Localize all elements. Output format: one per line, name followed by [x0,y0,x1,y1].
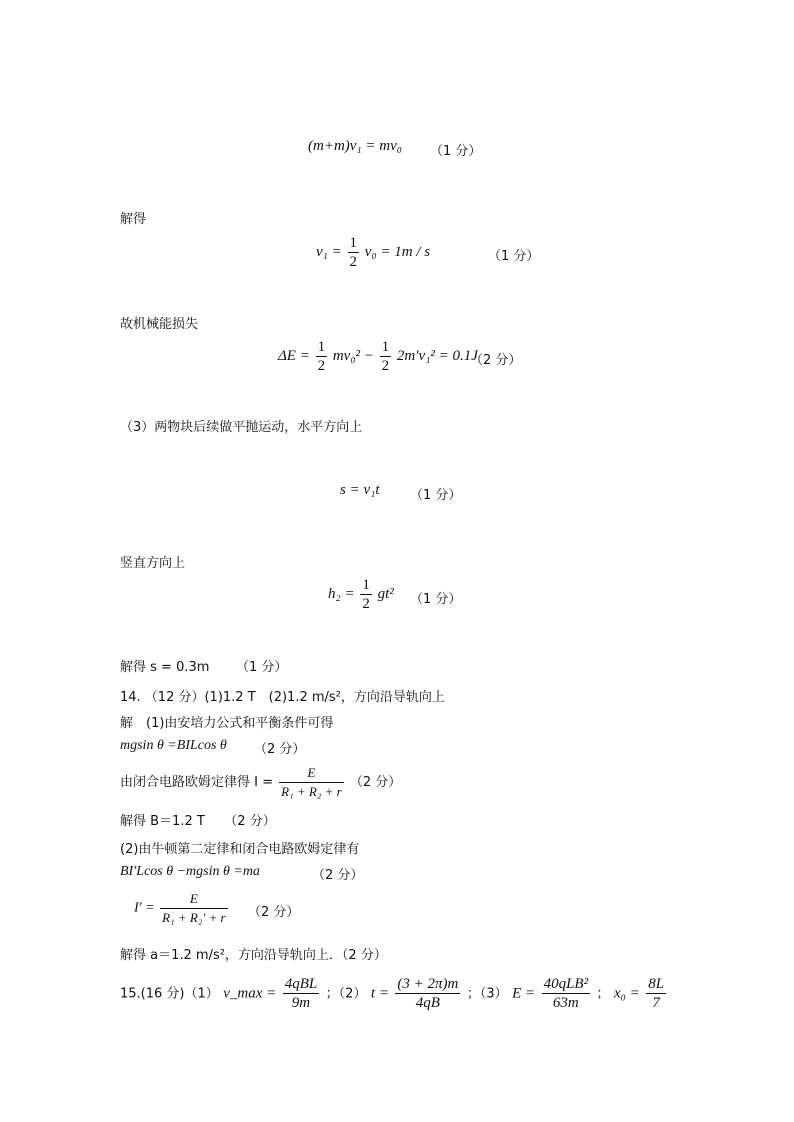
q15-sep3: ；（3） [466,986,508,1002]
score-eq3: （2 分） [470,353,522,368]
q14-current-num: E [189,891,198,906]
q14-step1: 解 (1)由安培力公式和平衡条件可得 [120,716,334,731]
q14-balance-eq: mgsin θ =BILcos θ [120,738,227,753]
q15-line [120,975,668,1012]
energy-loss-label: 故机械能损失 [120,317,199,332]
score-eq2: （1 分） [488,249,540,264]
eq2-fraction [348,234,360,271]
q15-b-lhs: t = [370,985,389,1002]
q15-sep4: ； [596,986,610,1002]
eq2-num: 1 [349,235,357,251]
q15-a-num: 4qBL [284,976,318,992]
q14-newton-eq: BI′Lcos θ −mgsin θ =ma [120,864,260,879]
score-eq1: （1 分） [430,144,482,159]
q15-d-den: 7 [646,993,666,1012]
q14-ohm-den: R₁ + R₂ + r [281,784,342,799]
eq2-rhs: v₀ = 1m / s [364,243,431,260]
q15-c-lhs: E = [512,985,536,1002]
q14-ohm-score: （2 分） [349,775,402,790]
eq3-term2: 2m′v₁² = 0.1J [396,347,478,364]
eq5-num: 1 [362,577,370,593]
q14-current-line [134,890,230,927]
result-s: 解得 s = 0.3m [120,660,210,675]
q14-current-fraction [160,890,227,927]
energy-loss-equation [278,338,478,375]
q15-d-fraction [646,975,666,1012]
q14-header: 14. （12 分）(1)1.2 T (2)1.2 m/s²，方向沿导轨向上 [120,690,445,705]
momentum-formula: (m+m)v₁ = mv₀ [308,138,402,154]
q15-c-fraction [542,975,591,1012]
q14-current-den: R₁ + R₂′ + r [162,910,226,925]
vertical-equation [328,576,394,613]
q14-ohm-fraction [279,764,344,801]
eq5-lhs: h₂ = [328,585,355,602]
eq3-frac1 [316,338,328,375]
q15-c-num: 40qLB² [543,976,589,992]
q15-b-fraction [395,975,460,1012]
q14-ohm-line [120,764,401,801]
q15-a-fraction [283,975,320,1012]
q14-newton-score: （2 分） [312,868,364,883]
score-result-s: （1 分） [236,660,288,675]
vertical-label: 竖直方向上 [120,556,186,571]
q15-d-num: 8L [648,976,665,992]
eq2-den: 2 [349,254,357,270]
q14-current-text: I′ = [134,900,155,916]
eq3-frac1-den: 2 [317,358,326,374]
velocity-equation [316,234,430,271]
score-eq4: （1 分） [410,488,462,503]
momentum-equation [308,138,402,155]
q15-b-den: 4qB [395,993,460,1012]
q15-header: 15.(16 分)（1） [120,986,219,1002]
q15-c-den: 63m [542,993,591,1012]
eq5-rhs: gt² [377,585,394,602]
eq3-term1: mv₀² − [332,347,374,364]
eq5-fraction [360,576,372,613]
q14-balance-score: （2 分） [254,742,306,757]
q15-a-den: 9m [283,993,320,1012]
score-eq5: （1 分） [410,592,462,607]
q14-current-score: （2 分） [248,905,300,920]
q14-ohm-num: E [307,765,316,780]
q15-a-lhs: v_max = [223,985,277,1002]
part3-label: （3）两物块后续做平抛运动，水平方向上 [120,420,363,435]
eq2-lhs: v₁ = [316,243,342,260]
eq3-frac1-num: 1 [317,339,326,355]
q14-result-b: 解得 B＝1.2 T （2 分） [120,814,276,829]
horizontal-equation: s = v₁t [340,482,380,498]
solve-label: 解得 [120,212,147,227]
eq3-lhs: ΔE = [278,347,310,364]
q14-step2: (2)由牛顿第二定律和闭合电路欧姆定律有 [120,842,360,857]
q15-sep2: ；（2） [325,986,367,1002]
q15-b-num: (3 + 2π)m [397,976,459,992]
eq5-den: 2 [362,596,370,612]
eq3-frac2-den: 2 [381,358,390,374]
eq3-frac2 [380,338,392,375]
q14-ohm-text: 由闭合电路欧姆定律得 I = [120,775,273,790]
eq3-frac2-num: 1 [381,339,390,355]
q14-result-a: 解得 a＝1.2 m/s²，方向沿导轨向上．（2 分） [120,948,387,963]
q15-d-lhs: x₀ = [614,985,640,1002]
